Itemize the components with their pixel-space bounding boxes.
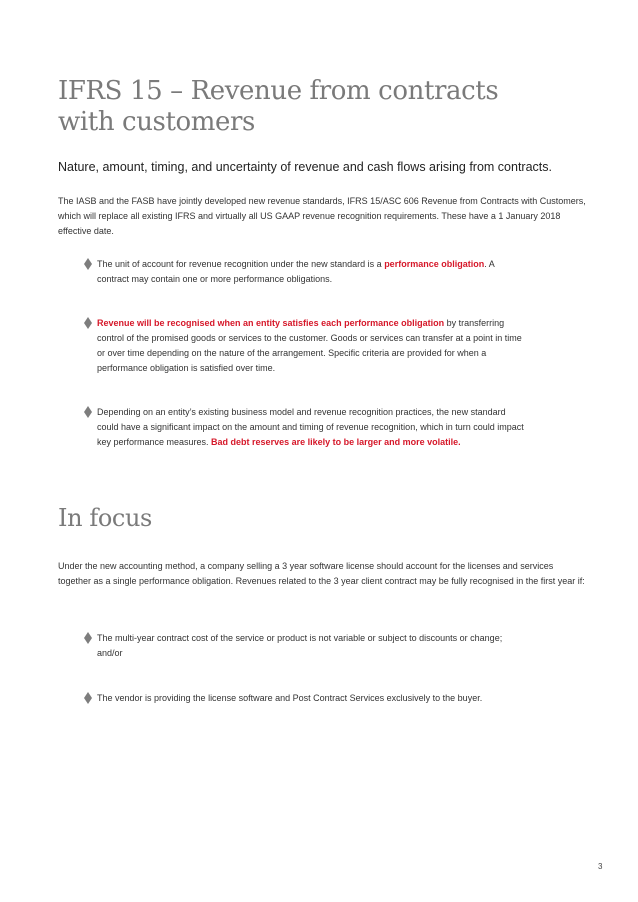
diamond-bullet-icon [84, 258, 92, 270]
bullet-item-3 [84, 405, 524, 450]
diamond-bullet-icon [84, 692, 92, 704]
bullet-text-before: The unit of account for revenue recognition under the new standard is a [97, 259, 385, 269]
bullet-text [97, 257, 524, 287]
bullet-highlight: performance obligation [384, 259, 485, 269]
diamond-bullet-icon [84, 406, 92, 418]
page-title-line-1: IFRS 15 – Revenue from contracts [58, 76, 499, 106]
focus-bullet-text: The vendor is providing the license software and Post Contract Services exclusively to the buyer. [97, 693, 483, 703]
page-title [58, 76, 578, 138]
bullet-text-after: by transferring control of the promised goods or services to the customer. Goods or services can transfer at a point in time or over time depending on the nature of the arrangement. Specific criteria are provided for when a performance obligation is satisfied over time. [97, 318, 522, 373]
focus-paragraph: Under the new accounting method, a company selling a 3 year software license should account for the licenses and services together as a single performance obligation. Revenues related to the 3 year client contract may be fully recognised in the first year if: [58, 561, 585, 586]
focus-bullet-item-2 [84, 691, 524, 706]
diamond-bullet-icon [84, 317, 92, 329]
bullet-text-after: . A contract may contain one or more performance obligations. [97, 259, 495, 284]
page-number: 3 [598, 862, 603, 871]
diamond-bullet-icon [84, 632, 92, 644]
bullet-item-1 [84, 257, 524, 287]
page-title-line-2: with customers [58, 107, 255, 137]
bullet-item-2 [84, 316, 524, 376]
page-subtitle: Nature, amount, timing, and uncertainty of revenue and cash flows arising from contracts. [58, 160, 552, 174]
section-heading-in-focus: In focus [58, 504, 152, 532]
bullet-text [97, 405, 524, 450]
bullet-text [97, 316, 524, 376]
bullet-highlight: Revenue will be recognised when an entity satisfies each performance obligation [97, 318, 445, 328]
bullet-highlight: Bad debt reserves are likely to be larger and more volatile. [211, 437, 461, 447]
focus-bullet-text: The multi-year contract cost of the service or product is not variable or subject to discounts or change; and/or [97, 633, 503, 658]
intro-paragraph: The IASB and the FASB have jointly developed new revenue standards, IFRS 15/ASC 606 Revenue from Contracts with Customers, which will replace all existing IFRS and virtually all US GAAP revenue recognition requirements. These have a 1 January 2018 effective date. [58, 196, 586, 236]
focus-bullet-item-1 [84, 631, 524, 661]
bullet-text-before: Depending on an entity’s existing business model and revenue recognition practices, the new standard could have a significant impact on the amount and timing of revenue recognition, which in turn could impact key performance measures. [97, 407, 524, 447]
